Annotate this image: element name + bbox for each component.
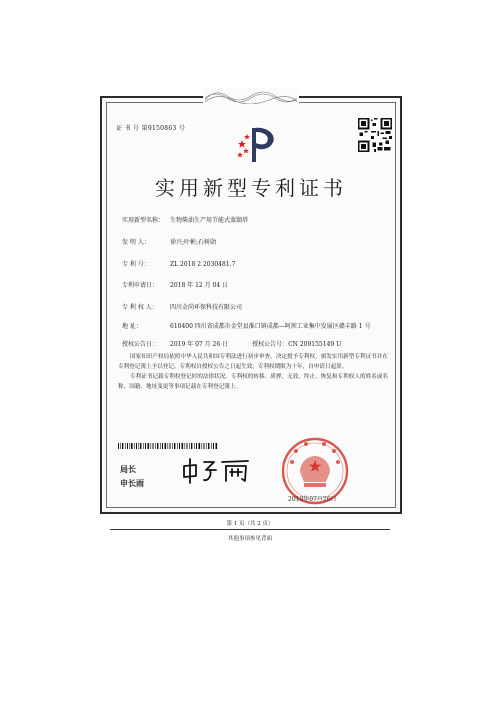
handwritten-signature — [180, 456, 252, 484]
field-label: 地 址： — [122, 323, 142, 330]
field-label: 授权公告日： — [122, 341, 159, 348]
field-row-patentee — [122, 303, 242, 312]
field-row-grant — [122, 340, 341, 349]
field-label: 专 利 号： — [122, 261, 150, 268]
field-value: 610400 四川省成都市金堂县淮口镇成都—阿坝工业集中发展区赣丰路 1 号 — [170, 323, 371, 330]
field-row-address — [122, 322, 390, 331]
field-row-name — [122, 216, 248, 225]
field-row-filing-date — [122, 281, 228, 290]
field-value: CN 209155149 U — [288, 341, 342, 348]
footer-note: 其他事项参见背面 — [227, 536, 272, 542]
field-value: 四川金尚环保科技有限公司 — [170, 304, 243, 311]
certificate-number: 证 书 号 第9150863 号 — [116, 125, 186, 132]
field-value: 2019 年 07 月 26 日 — [170, 341, 229, 348]
field-value: ZL 2018 2 2030481.7 — [170, 261, 236, 268]
field-value: 2018 年 12 月 04 日 — [170, 282, 229, 289]
barcode-icon — [118, 443, 218, 449]
field-label: 专利申请日： — [122, 282, 159, 289]
seal-date: 2019年07月26日 — [288, 496, 337, 503]
field-label: 实用新型名称： — [122, 217, 165, 224]
notice-paragraph: 国家知识产权局依照中华人民共和国专利法进行初步审查，决定授予专利权，颁发实用新型专利证书并在专利登记簿上予以登记。专利权自授权公告之日起生效。专利权期限为十年，自申请日起算。 — [118, 354, 388, 370]
certificate-title: 实用新型专利证书 — [155, 176, 347, 200]
page-number: 第 1 页（共 2 页） — [226, 521, 274, 527]
field-row-inventors — [122, 238, 216, 247]
qr-code-icon — [358, 118, 392, 152]
field-row-patent-no — [122, 260, 235, 269]
field-label: 专 利 权 人： — [122, 304, 158, 311]
director-name: 申长雨 — [120, 479, 144, 488]
certificate-frame — [100, 96, 402, 514]
footer-divider — [110, 529, 390, 530]
director-label: 局长 — [120, 465, 136, 474]
field-value: 徐兴;叶彬;石树勋 — [170, 239, 217, 246]
notice-paragraph: 专利证书记载专利权登记时的法律状况。专利权的转移、质押、无效、终止、恢复和专利权人的姓名或名称、国籍、地址变更等事项记载在专利登记簿上。 — [118, 374, 388, 390]
field-label: 发 明 人： — [122, 239, 150, 246]
cnipa-logo-icon — [234, 124, 280, 164]
field-label: 授权公告号： — [252, 341, 289, 348]
guilloche-ornament — [203, 88, 299, 104]
notice-text — [118, 352, 388, 392]
field-value: 生物柴油生产用节能式蒸馏塔 — [170, 217, 249, 224]
